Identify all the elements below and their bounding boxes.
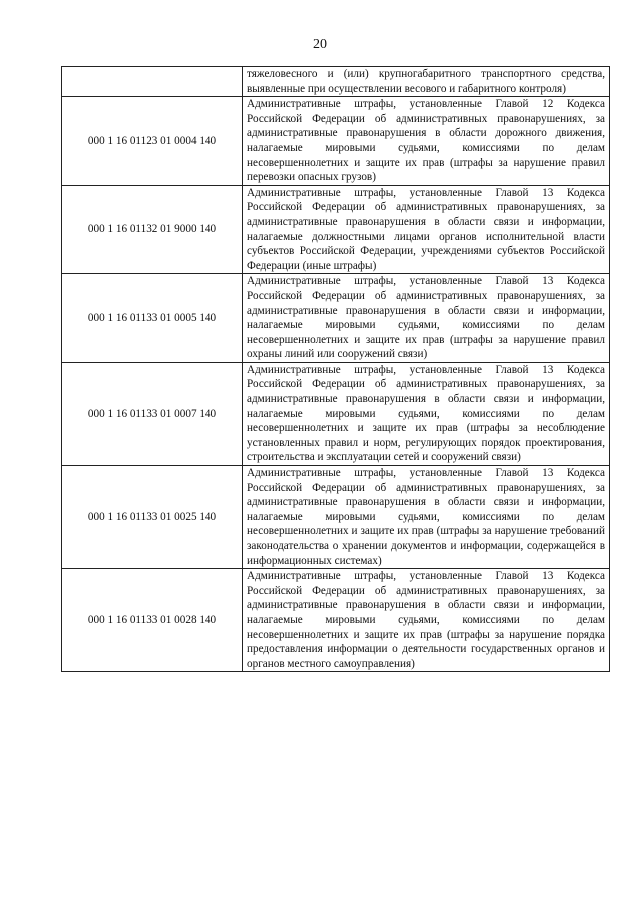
classification-code: 000 1 16 01133 01 0025 140 [62, 466, 243, 569]
fine-description: Административные штрафы, установленные Главой 13 Кодекса Российской Федерации об административных правонарушениях, за административные правонарушения в области связи и информации, налагаемые мировыми судьями, комиссиями по делам несовершеннолетних и защите их прав (штрафы за нарушение порядка предоставления информации о деятельности государственных органов и органов местного самоуправления) [243, 569, 610, 672]
page-number: 20 [313, 37, 327, 52]
fine-description: тяжеловесного и (или) крупногабаритного транспортного средства, выявленные при осуществлении весового и габаритного контроля) [243, 67, 610, 97]
table-row [62, 67, 610, 97]
table-row [62, 466, 610, 569]
table-row [62, 97, 610, 186]
table-row [62, 185, 610, 274]
table-row [62, 274, 610, 363]
fine-description: Административные штрафы, установленные Главой 13 Кодекса Российской Федерации об административных правонарушениях, за административные правонарушения в области связи и информации, налагаемые мировыми судьями, комиссиями по делам несовершеннолетних и защите их прав (штрафы за нарушение требований законодательства о хранении документов и информации, содержащейся в информационных системах) [243, 466, 610, 569]
table-row [62, 362, 610, 465]
budget-codes-table [61, 66, 610, 672]
classification-code [62, 67, 243, 97]
classification-code: 000 1 16 01133 01 0007 140 [62, 362, 243, 465]
fine-description: Административные штрафы, установленные Главой 12 Кодекса Российской Федерации об административных правонарушениях, за административные правонарушения в области дорожного движения, налагаемые мировыми судьями, комиссиями по делам несовершеннолетних и защите их прав (штрафы за нарушение правил перевозки опасных грузов) [243, 97, 610, 186]
classification-code: 000 1 16 01123 01 0004 140 [62, 97, 243, 186]
fine-description: Административные штрафы, установленные Главой 13 Кодекса Российской Федерации об административных правонарушениях, за административные правонарушения в области связи и информации, налагаемые мировыми судьями, комиссиями по делам несовершеннолетних и защите их прав (штрафы за нарушение правил охраны линий или сооружений связи) [243, 274, 610, 363]
table-row [62, 569, 610, 672]
fine-description: Административные штрафы, установленные Главой 13 Кодекса Российской Федерации об административных правонарушениях, за административные правонарушения в области связи и информации, налагаемые должностными лицами органов исполнительной власти субъектов Российской Федерации, учреждениями субъектов Российской Федерации (иные штрафы) [243, 185, 610, 274]
fine-description: Административные штрафы, установленные Главой 13 Кодекса Российской Федерации об административных правонарушениях, за административные правонарушения в области связи и информации, налагаемые мировыми судьями, комиссиями по делам несовершеннолетних и защите их прав (штрафы за несоблюдение установленных правил и норм, регулирующих порядок проектирования, строительства и эксплуатации сетей и сооружений связи) [243, 362, 610, 465]
classification-code: 000 1 16 01133 01 0028 140 [62, 569, 243, 672]
classification-code: 000 1 16 01132 01 9000 140 [62, 185, 243, 274]
classification-code: 000 1 16 01133 01 0005 140 [62, 274, 243, 363]
